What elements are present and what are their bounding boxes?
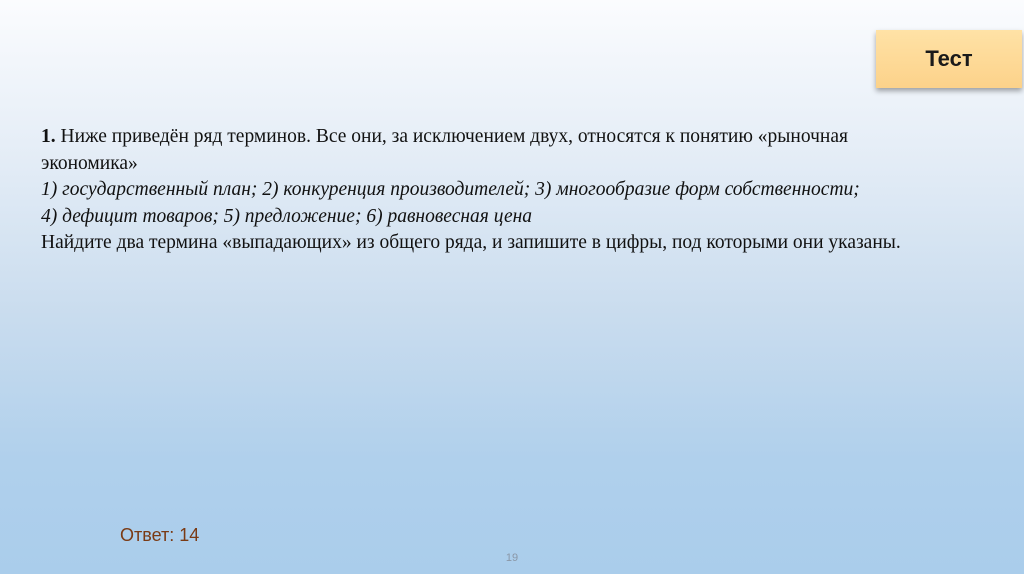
- page-number: 19: [505, 552, 519, 564]
- question-terms-line-1: 1) государственный план; 2) конкуренция производителей; 3) многообразие форм собственности;: [41, 179, 860, 200]
- question-intro-line-1: [41, 124, 1001, 151]
- question-intro-line-2: экономика»: [41, 152, 138, 174]
- question-terms-line-2: 4) дефицит товаров; 5) предложение; 6) равновесная цена: [41, 205, 533, 227]
- question-task: Найдите два термина «выпадающих» из общего ряда, и запишите в цифры, под которыми они указаны.: [41, 232, 901, 253]
- test-badge-label: Тест: [925, 46, 973, 71]
- question-number: 1.: [41, 126, 56, 147]
- question-block: [41, 124, 1001, 257]
- test-badge: [876, 30, 1022, 88]
- answer-text: Ответ: 14: [120, 525, 200, 545]
- question-intro-text: Ниже приведён ряд терминов. Все они, за исключением двух, относятся к понятию «рыночная: [55, 126, 848, 147]
